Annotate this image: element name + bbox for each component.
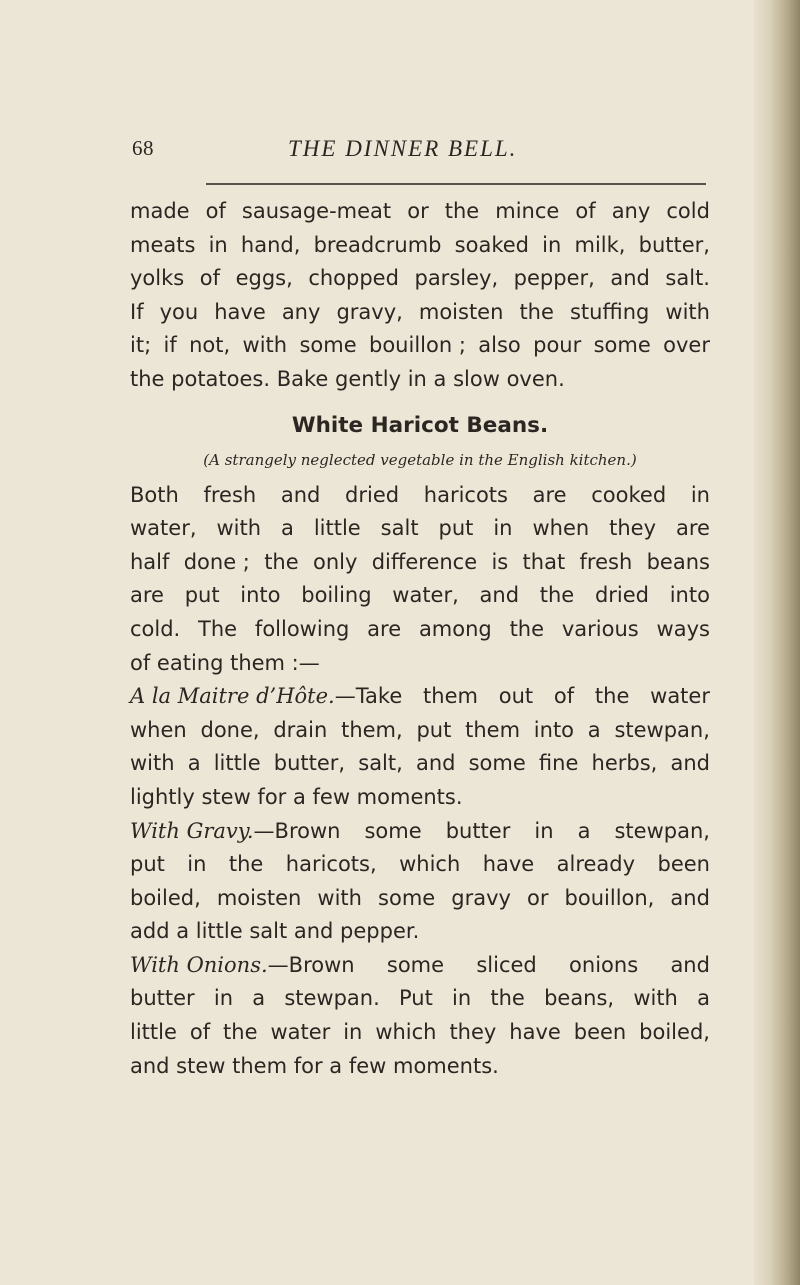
word: made <box>130 199 190 223</box>
word: of <box>205 199 226 223</box>
word: a <box>252 986 266 1011</box>
word: If <box>130 299 144 324</box>
text-line <box>130 915 710 949</box>
word: moisten <box>418 299 504 324</box>
running-title: THE DINNER BELL. <box>288 136 518 161</box>
word: done ; <box>183 549 250 574</box>
word: them <box>465 717 521 742</box>
word: fresh <box>203 482 257 507</box>
word: chopped <box>308 266 399 291</box>
word: butter, <box>273 751 346 776</box>
text-line <box>130 1016 710 1050</box>
word: any <box>281 299 321 324</box>
word: the <box>490 986 525 1011</box>
word: butter <box>130 986 195 1011</box>
line-lead-group <box>130 949 355 983</box>
word: which <box>375 1020 437 1045</box>
word: dried <box>345 482 400 507</box>
word: salt <box>380 516 419 541</box>
word: they <box>449 1020 497 1045</box>
word: with <box>633 986 678 1011</box>
word: been <box>657 852 710 877</box>
word: also <box>478 333 521 358</box>
text-line <box>130 546 710 580</box>
word: bouillon, <box>564 885 655 910</box>
word: into <box>669 583 710 608</box>
word: cold <box>666 199 710 223</box>
word: have <box>482 852 535 877</box>
word: in <box>343 1020 363 1045</box>
word: some <box>299 333 357 358</box>
word: some <box>468 751 526 776</box>
word: in <box>213 986 234 1011</box>
word: and <box>670 751 710 776</box>
word: a <box>577 818 591 843</box>
word: they <box>609 516 657 541</box>
text-line <box>130 747 710 781</box>
page-number: 68 <box>132 136 154 160</box>
word: is <box>491 549 509 574</box>
word: into <box>533 717 575 742</box>
word: cooked <box>591 482 667 507</box>
word: water, <box>130 516 197 541</box>
word: some <box>378 885 436 910</box>
word: gravy, <box>336 299 403 324</box>
paragraph-maitre-d-hote <box>130 680 710 814</box>
text-line <box>130 363 710 397</box>
text-line <box>130 781 710 815</box>
word: difference <box>371 549 478 574</box>
word: not, <box>189 333 231 358</box>
word: —Brown <box>267 952 355 977</box>
text-line <box>130 647 710 681</box>
word: sausage-meat <box>241 199 392 223</box>
word: in <box>542 232 562 257</box>
word: stewpan. <box>284 986 380 1011</box>
word: water, <box>392 583 459 608</box>
text-line <box>130 195 710 229</box>
word: over <box>663 333 710 358</box>
word: herbs, <box>591 751 658 776</box>
word: —Brown <box>253 818 341 843</box>
word: in <box>187 852 207 877</box>
word: a <box>187 751 201 776</box>
variant-title: With Gravy. <box>130 818 254 843</box>
word: cold. <box>130 616 181 641</box>
word: put <box>416 717 452 742</box>
recipe-heading: White Haricot Beans. <box>291 412 549 438</box>
word: hand, <box>240 232 301 257</box>
word: and <box>280 482 321 507</box>
page-header <box>0 136 800 176</box>
word: Both <box>130 482 179 507</box>
word: in <box>690 482 710 507</box>
word: stuffing <box>569 299 650 324</box>
word: and <box>479 583 520 608</box>
word: the <box>264 549 299 574</box>
paragraph-with-gravy <box>130 815 710 949</box>
word: in <box>208 232 228 257</box>
word: with <box>130 751 175 776</box>
word: gravy <box>451 885 511 910</box>
text-line <box>130 815 710 849</box>
paragraph-intro <box>130 479 710 681</box>
word: or <box>527 885 549 910</box>
text-line <box>130 714 710 748</box>
word: and <box>670 952 710 977</box>
word: you <box>159 299 199 324</box>
word: put <box>184 583 220 608</box>
word: little <box>213 751 261 776</box>
word: with <box>242 333 288 358</box>
word: parsley, <box>414 266 499 291</box>
word: are <box>130 583 164 608</box>
word: with <box>665 299 710 324</box>
variant-title: With Onions. <box>130 952 268 977</box>
word: out <box>498 684 534 709</box>
word: it; <box>130 333 152 358</box>
paragraph-with-onions <box>130 949 710 1083</box>
word: meats <box>130 232 196 257</box>
word: and stew them for a few moments. <box>130 1053 499 1078</box>
word: the <box>539 583 575 608</box>
text-line <box>130 512 710 546</box>
word: salt. <box>665 266 710 291</box>
word: and <box>670 885 710 910</box>
word: that <box>522 549 566 574</box>
word: put <box>438 516 474 541</box>
word: the <box>509 616 545 641</box>
text-line <box>130 1050 710 1084</box>
word: when <box>532 516 590 541</box>
word: already <box>556 852 636 877</box>
word: little <box>130 1020 177 1045</box>
word: some <box>593 333 651 358</box>
word: stewpan, <box>614 818 710 843</box>
word: or <box>407 199 429 223</box>
word: beans, <box>544 986 615 1011</box>
word: into <box>240 583 281 608</box>
word: have <box>509 1020 561 1045</box>
word: soaked <box>454 232 529 257</box>
word: which <box>399 852 461 877</box>
word: in <box>452 986 472 1011</box>
text-line <box>130 229 710 263</box>
word: the potatoes. Bake gently in a slow oven. <box>130 366 565 391</box>
word: the <box>444 199 480 223</box>
word: butter <box>445 818 511 843</box>
word: milk, <box>574 232 626 257</box>
text-line <box>130 680 710 714</box>
word: only <box>312 549 358 574</box>
word: any <box>611 199 651 223</box>
word: salt, <box>358 751 403 776</box>
text-line <box>130 296 710 330</box>
text-line <box>130 579 710 613</box>
word: stewpan, <box>614 717 710 742</box>
word: in <box>534 818 554 843</box>
word: various <box>561 616 639 641</box>
word: water <box>270 1020 331 1045</box>
word: when <box>130 717 187 742</box>
word: haricots, <box>285 852 377 877</box>
word: the <box>228 852 264 877</box>
word: with <box>317 885 362 910</box>
word: ways <box>656 616 710 641</box>
word: them <box>423 684 478 709</box>
word: of <box>575 199 596 223</box>
word: Put <box>398 986 433 1011</box>
variant-title: A la Maitre d’Hôte. <box>130 684 335 709</box>
word: a <box>697 986 710 1011</box>
word: are <box>675 516 710 541</box>
text-line <box>130 262 710 296</box>
word: boiling <box>301 583 372 608</box>
word: a <box>280 516 294 541</box>
word: put <box>130 852 165 877</box>
word: boiled, <box>130 885 201 910</box>
text-line <box>130 949 710 983</box>
page-edge <box>754 0 800 1285</box>
word: pepper, <box>513 266 595 291</box>
word: of <box>189 1020 211 1045</box>
line-lead-group <box>130 680 402 714</box>
text-line <box>130 613 710 647</box>
word: water <box>650 684 710 709</box>
word: done, <box>200 717 260 742</box>
word: are <box>367 616 402 641</box>
word: among <box>418 616 492 641</box>
word: of <box>199 266 221 291</box>
recipe-subheading: (A strangely neglected vegetable in the English kitchen.) <box>203 450 637 469</box>
word: yolks <box>130 266 185 291</box>
header-rule <box>206 183 706 185</box>
word: little <box>313 516 361 541</box>
word: of eating them :— <box>130 650 320 675</box>
word: sliced <box>476 952 537 977</box>
word: a <box>587 717 601 742</box>
word: lightly stew for a few moments. <box>130 784 463 809</box>
word: been <box>573 1020 627 1045</box>
word: mince <box>495 199 560 223</box>
word: bouillon ; <box>369 333 466 358</box>
word: dried <box>594 583 649 608</box>
text-line <box>130 882 710 916</box>
word: some <box>386 952 445 977</box>
word: the <box>519 299 554 324</box>
word: the <box>594 684 630 709</box>
word: if <box>163 333 177 358</box>
word: onions <box>569 952 639 977</box>
text-line <box>130 329 710 363</box>
line-lead-group <box>130 815 340 849</box>
word: are <box>532 482 567 507</box>
word: have <box>214 299 266 324</box>
word: in <box>493 516 513 541</box>
text-line <box>130 982 710 1016</box>
paragraph-stuffing <box>130 195 710 397</box>
word: moisten <box>216 885 302 910</box>
body-text <box>130 195 710 1083</box>
word: eggs, <box>235 266 293 291</box>
word: butter, <box>638 232 710 257</box>
word: half <box>130 549 170 574</box>
word: the <box>223 1020 258 1045</box>
word: beans <box>646 549 710 574</box>
word: and <box>415 751 456 776</box>
word: of <box>553 684 575 709</box>
word: boiled, <box>639 1020 710 1045</box>
word: them, <box>341 717 403 742</box>
word: —Take <box>334 684 403 709</box>
text-line <box>130 848 710 882</box>
word: haricots <box>423 482 508 507</box>
word: The <box>198 616 238 641</box>
text-line <box>130 479 710 513</box>
word: pour <box>533 333 582 358</box>
word: following <box>254 616 350 641</box>
word: with <box>216 516 262 541</box>
word: breadcrumb <box>313 232 442 257</box>
word: fine <box>538 751 579 776</box>
word: fresh <box>579 549 633 574</box>
word: and <box>610 266 650 291</box>
word: add a little salt and pepper. <box>130 919 420 944</box>
word: drain <box>273 717 328 742</box>
word: some <box>364 818 422 843</box>
